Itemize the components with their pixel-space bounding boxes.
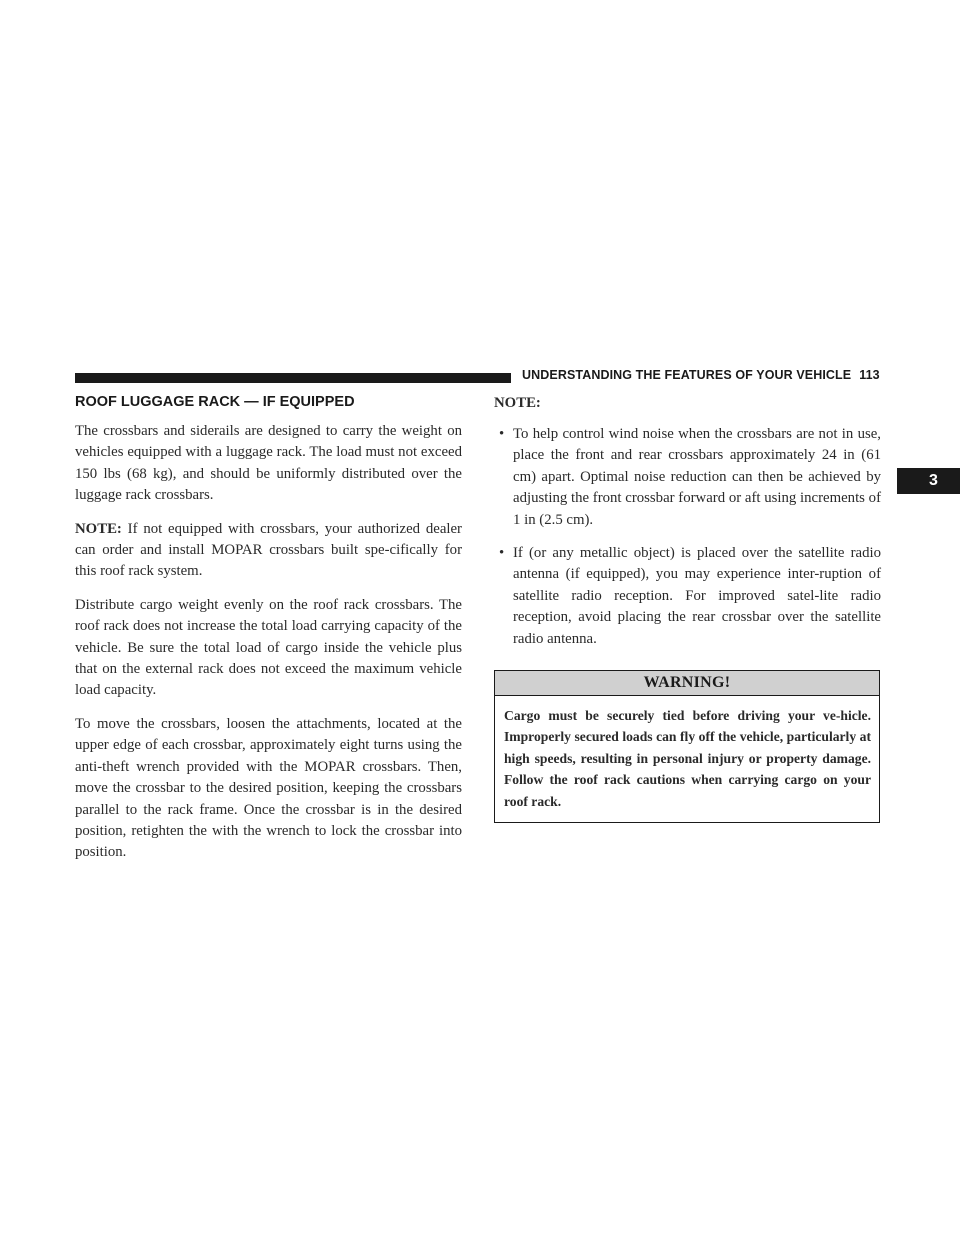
warning-box [494,670,880,823]
warning-text: Cargo must be securely tied before driving your ve-hicle. Improperly secured loads can fly off the vehicle, particularly at high speeds, resulting in personal injury or property damage. Follow the roof rack cautions when carrying cargo on your roof rack. [504,708,871,809]
section-heading: ROOF LUGGAGE RACK — IF EQUIPPED [75,394,355,410]
section-title: UNDERSTANDING THE FEATURES OF YOUR VEHICLE [522,368,852,382]
left-column [75,393,462,876]
chapter-tab: 3 [897,468,960,494]
note-paragraph [75,519,462,583]
header-rule [75,373,511,383]
bullet-icon: • [499,545,505,562]
list-item [494,424,881,531]
paragraph-distribute: Distribute cargo weight evenly on the roof rack crossbars. The roof rack does not increase the total load carrying capacity of the vehicle. Be sure the total load of cargo inside the vehicle plus that on the external rack does not exceed the maximum vehicle load capacity. [75,596,462,699]
warning-title: WARNING! [495,671,879,696]
list-item [494,543,881,650]
note-bullet-list [494,424,881,650]
running-header [522,368,880,382]
note-label: NOTE: [75,520,122,537]
note-heading: NOTE: [494,395,541,411]
page-number: 113 [859,368,880,382]
bullet-text: To help control wind noise when the crossbars are not in use, place the front and rear crossbars approximately 24 in (61 cm) apart. Optimal noise reduction can then be achieved by adjusting the front crossbar forward or aft using increments of 1 in (2.5 cm). [513,426,881,528]
paragraph-capacity: The crossbars and siderails are designed to carry the weight on vehicles equipped with a luggage rack. The load must not exceed 150 lbs (68 kg), and should be uniformly distributed over the luggage rack crossbars. [75,423,462,504]
right-column [494,393,881,823]
note-text: If not equipped with crossbars, your authorized dealer can order and install MOPAR crossbars built spe-cifically for this roof rack system. [75,520,462,580]
paragraph-move-crossbars: To move the crossbars, loosen the attachments, located at the upper edge of each crossbar, approximately eight turns using the anti-theft wrench provided with the MOPAR crossbars. Then, move the crossbar to the desired position, keeping the crossbars parallel to the rack frame. Once the crossbar is in the desired position, retighten the with the wrench to lock the crossbar into position. [75,715,462,861]
bullet-icon: • [499,426,505,442]
bullet-text: If (or any metallic object) is placed over the satellite radio antenna (if equipped), you may experience inter-ruption of satellite radio reception. For improved satel-lite radio reception, avoid placing the rear crossbar over the satellite radio antenna. [513,545,881,647]
